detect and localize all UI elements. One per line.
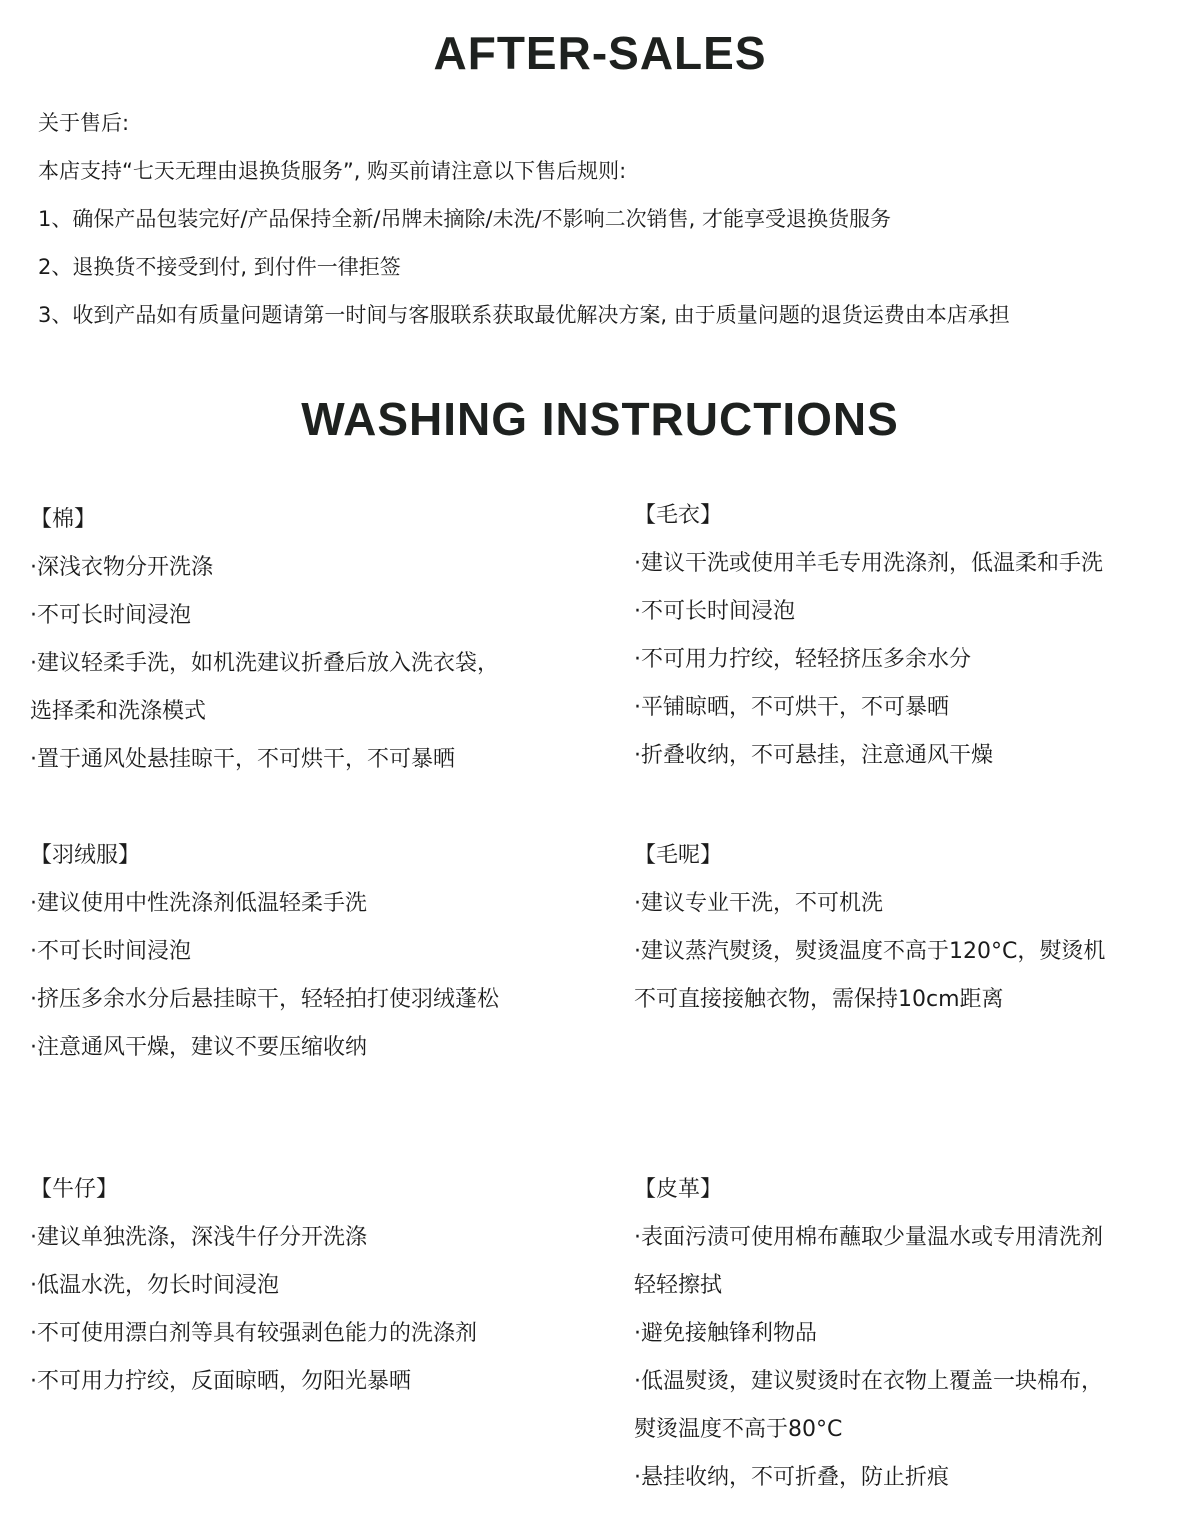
after-sales-heading: AFTER-SALES <box>433 27 767 79</box>
down-jacket-section <box>30 832 499 1072</box>
list-item: ·避免接触锋利物品 <box>634 1321 817 1346</box>
after-sales-line: 1、确保产品包装完好/产品保持全新/吊牌未摘除/未洗/不影响二次销售, 才能享受退换货服务 <box>38 207 892 231</box>
list-item: 选择柔和洗涤模式 <box>30 699 207 724</box>
list-item: ·悬挂收纳，不可折叠，防止折痕 <box>634 1465 949 1490</box>
sweater-section <box>634 492 1103 780</box>
cotton-section <box>30 496 499 784</box>
section-title-down-jacket: 【羽绒服】 <box>30 843 141 868</box>
list-item: ·挤压多余水分后悬挂晾干，轻轻拍打使羽绒蓬松 <box>30 987 499 1012</box>
list-item: ·建议专业干洗，不可机洗 <box>634 891 883 916</box>
wool-coat-section <box>634 832 1105 1024</box>
section-title-denim: 【牛仔】 <box>30 1177 119 1202</box>
list-item: ·建议干洗或使用羊毛专用洗涤剂，低温柔和手洗 <box>634 551 1103 576</box>
list-item: ·表面污渍可使用棉布蘸取少量温水或专用清洗剂 <box>634 1225 1103 1250</box>
after-sales-line: 关于售后: <box>38 111 130 135</box>
after-sales-list <box>38 99 1010 339</box>
section-title-sweater: 【毛衣】 <box>634 503 723 528</box>
list-item: ·建议单独洗涤，深浅牛仔分开洗涤 <box>30 1225 367 1250</box>
section-title-leather: 【皮革】 <box>634 1177 723 1202</box>
after-sales-line: 本店支持“七天无理由退换货服务”, 购买前请注意以下售后规则: <box>38 159 627 183</box>
list-item: ·不可用力拧绞，反面晾晒，勿阳光暴晒 <box>30 1369 411 1394</box>
list-item: ·建议蒸汽熨烫，熨烫温度不高于120°C，熨烫机 <box>634 939 1106 964</box>
list-item: ·注意通风干燥，建议不要压缩收纳 <box>30 1035 367 1060</box>
list-item: 熨烫温度不高于80°C <box>634 1417 843 1442</box>
list-item: ·置于通风处悬挂晾干，不可烘干，不可暴晒 <box>30 747 455 772</box>
list-item: ·低温水洗，勿长时间浸泡 <box>30 1273 279 1298</box>
list-item: ·建议使用中性洗涤剂低温轻柔手洗 <box>30 891 367 916</box>
list-item: ·不可长时间浸泡 <box>30 939 191 964</box>
list-item: ·不可使用漂白剂等具有较强剥色能力的洗涤剂 <box>30 1321 477 1346</box>
list-item: ·不可长时间浸泡 <box>634 599 795 624</box>
list-item: ·低温熨烫，建议熨烫时在衣物上覆盖一块棉布， <box>634 1369 1103 1394</box>
list-item: ·折叠收纳，不可悬挂，注意通风干燥 <box>634 743 993 768</box>
list-item: ·不可长时间浸泡 <box>30 603 191 628</box>
section-title-cotton: 【棉】 <box>30 507 97 532</box>
list-item: ·深浅衣物分开洗涤 <box>30 555 213 580</box>
after-sales-line: 2、退换货不接受到付, 到付件一律拒签 <box>38 255 401 279</box>
list-item: ·平铺晾晒，不可烘干，不可暴晒 <box>634 695 949 720</box>
list-item: ·不可用力拧绞，轻轻挤压多余水分 <box>634 647 971 672</box>
washing-instructions-heading: WASHING INSTRUCTIONS <box>301 393 899 445</box>
list-item: ·建议轻柔手洗，如机洗建议折叠后放入洗衣袋， <box>30 651 499 676</box>
leather-section <box>634 1166 1103 1502</box>
list-item: 不可直接接触衣物，需保持10cm距离 <box>634 987 1004 1012</box>
after-sales-line: 3、收到产品如有质量问题请第一时间与客服联系获取最优解决方案, 由于质量问题的退货运费由本店承担 <box>38 303 1010 327</box>
list-item: 轻轻擦拭 <box>634 1273 723 1298</box>
section-title-wool-coat: 【毛呢】 <box>634 843 723 868</box>
denim-section <box>30 1166 477 1406</box>
